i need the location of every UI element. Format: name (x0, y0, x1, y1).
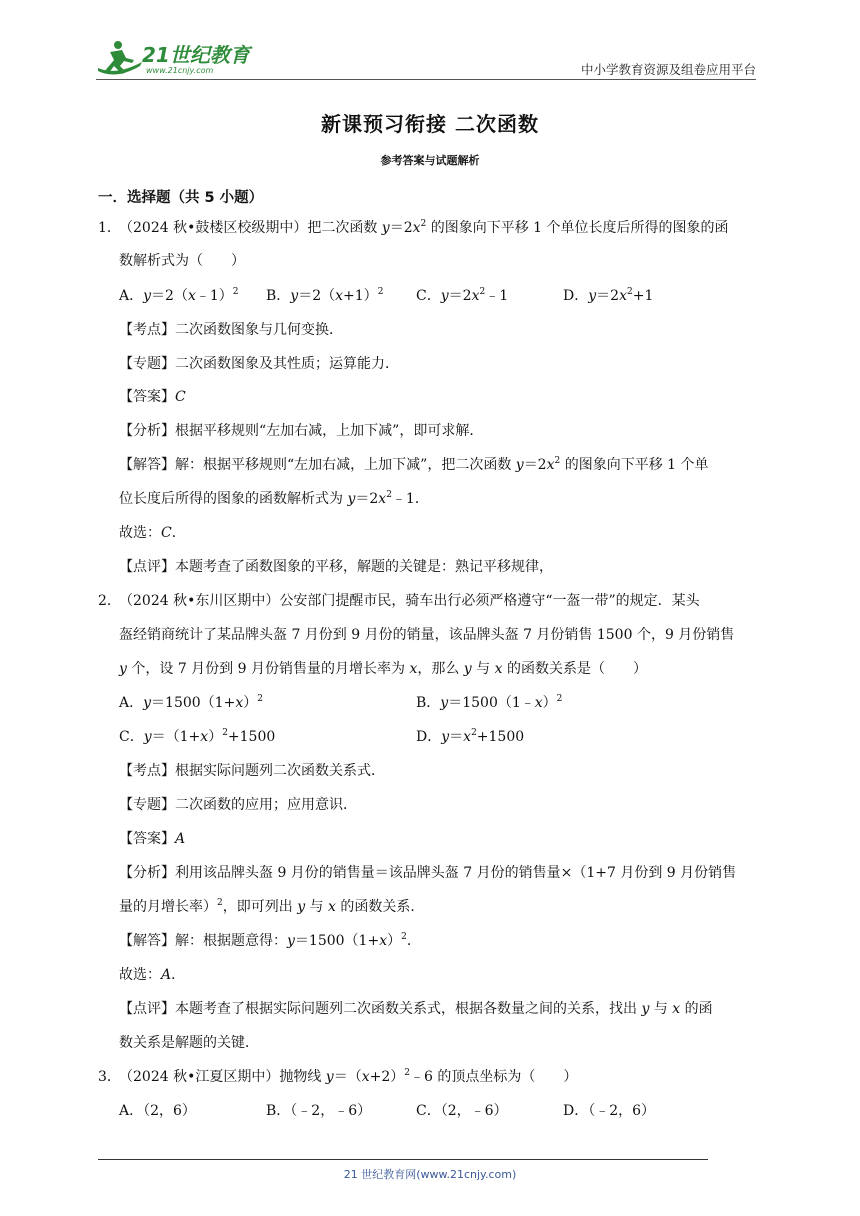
question-2-kaodian: 【考点】根据实际问题列二次函数关系式． (119, 763, 385, 779)
question-2-stem-line1: （2024 秋•东川区期中）公安部门提醒市民，骑车出行必须严格遵守“一盔一带”的规定．某头 (119, 593, 700, 609)
page-title: 新课预习衔接 二次函数 (321, 112, 539, 136)
question-3-option-a: A．（2，6） (119, 1103, 196, 1119)
header-platform-text: 中小学教育资源及组卷应用平台 (580, 62, 756, 77)
question-2-choice: 故选：A． (119, 967, 186, 983)
question-2-option-b: B．y＝1500（1﹣x）$^2$ (416, 694, 563, 711)
question-2-answer: 【答案】A (119, 831, 186, 847)
question-1-choice: 故选：C． (119, 525, 186, 541)
page-subtitle: 参考答案与试题解析 (380, 154, 480, 167)
logo-text: 21世纪教育 (142, 43, 250, 67)
question-2-fenxi-line1: 【分析】利用该品牌头盔 9 月份的销售量＝该品牌头盔 7 月份的销售量×（1+7 月份到 9 月份销售 (119, 865, 737, 881)
question-1-option-b: B．$y=2(x+1)^2$ (266, 287, 384, 304)
site-logo (96, 38, 256, 78)
question-1-jieda: 【解答】解：根据平移规则“左加右减，上加下减”，把二次函数 $y=2x^2$ 的图象向下平移 1 个单 (119, 456, 709, 473)
question-2-stem-line2: 盔经销商统计了某品牌头盔 7 月份到 9 月份的销量，该品牌头盔 7 月份销售 1500 个，9 月份销售 (119, 627, 735, 643)
question-1-kaodian: 【考点】二次函数图象与几何变换． (119, 322, 343, 338)
question-2-dianping-line2: 数关系是解题的关键． (119, 1035, 259, 1051)
question-2-zhuanti: 【专题】二次函数的应用；应用意识． (119, 797, 357, 813)
question-1-dianping: 【点评】本题考查了函数图象的平移，解题的关键是：熟记平移规律， (119, 559, 553, 575)
question-1-jieda-line2: 位长度后所得的图象的函数解析式为 $y=2x^2﹣1$． (119, 490, 429, 507)
question-3-option-c: C．（2，﹣6） (416, 1103, 508, 1119)
question-1-stem-line2: 数解析式为（ ） (119, 253, 245, 269)
question-1-option-a: A．y＝2（x﹣1）$^2$ (119, 287, 239, 304)
question-1-option-d: D．$y=2x^2+1$ (563, 287, 654, 304)
question-2-stem-line3: y 个，设 7 月份到 9 月份销售量的月增长率为 x，那么 y 与 x 的函数关系是（ ） (119, 661, 647, 677)
question-2-number: 2． (98, 593, 121, 609)
question-2-option-d: D．$y=x^2+1500$ (416, 728, 525, 745)
question-3-number: 3． (98, 1069, 121, 1085)
question-2-jieda: 【解答】解：根据题意得：$y=1500(1+x)^2$． (119, 932, 421, 949)
question-3-option-b: B．（﹣2，﹣6） (266, 1103, 372, 1119)
header-divider (96, 79, 756, 80)
footer-divider (98, 1159, 708, 1160)
question-2-dianping-line1: 【点评】本题考查了根据实际问题列二次函数关系式，根据各数量之间的关系，找出 y 与 x 的函 (119, 1001, 713, 1017)
question-3-option-d: D．（﹣2，6） (563, 1103, 656, 1119)
footer-link[interactable]: 21 世纪教育网(www.21cnjy.com) (343, 1168, 517, 1181)
question-1-number: 1． (98, 220, 121, 236)
question-2-option-c: C．$y=(1+x)^2+1500$ (119, 728, 276, 745)
question-1-answer: 【答案】C (119, 389, 186, 405)
question-2-fenxi-line2: 量的月增长率）$^2$，即可列出 y 与 x 的函数关系． (119, 898, 425, 915)
section-heading: 一．选择题（共 5 小题） (98, 190, 264, 206)
question-3-stem: （2024 秋•江夏区期中）抛物线 $y=(x+2)^2﹣6$ 的顶点坐标为（ ） (119, 1068, 578, 1085)
question-2-option-a: A．$y=1500(1+x)^2$ (119, 694, 263, 711)
question-1-zhuanti: 【专题】二次函数图象及其性质；运算能力． (119, 356, 399, 372)
question-1-fenxi: 【分析】根据平移规则“左加右减，上加下减”，即可求解． (119, 423, 484, 439)
question-1-stem: （2024 秋•鼓楼区校级期中）把二次函数 $y=2x^2$ 的图象向下平移 1 个单位长度后所得的图象的函 (119, 219, 729, 236)
question-1-option-c: C．$y=2x^2﹣1$ (416, 287, 509, 304)
logo-url: www.21cnjy.com (146, 66, 214, 75)
